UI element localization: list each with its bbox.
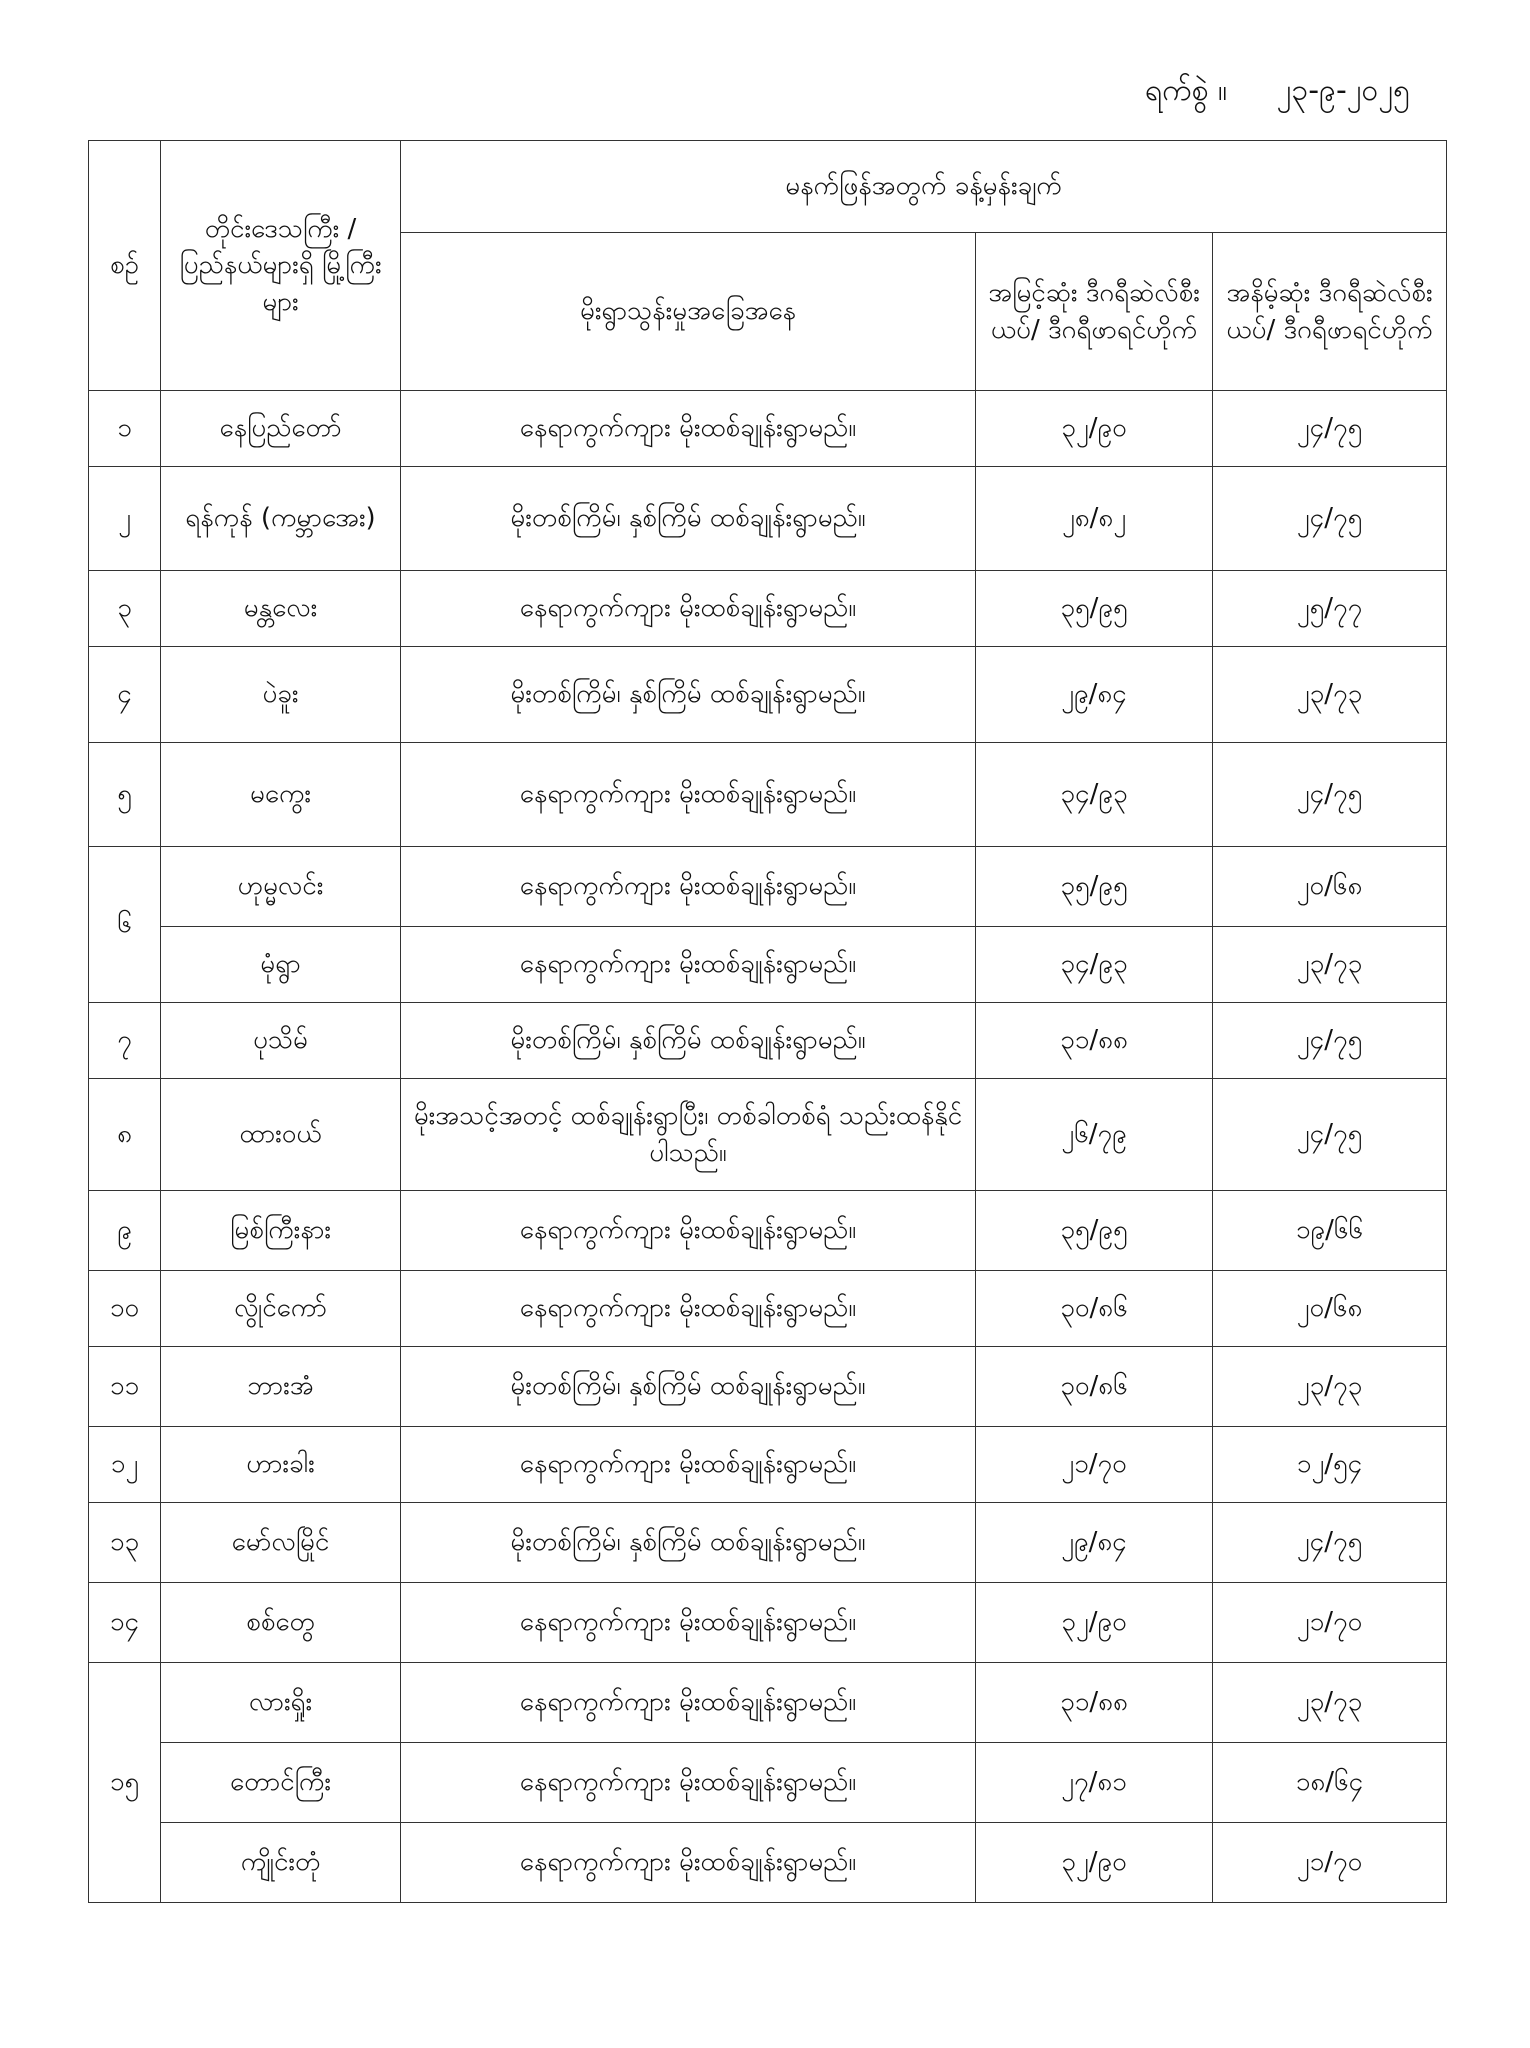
table-row: [89, 1583, 1447, 1663]
table-row: [89, 1427, 1447, 1503]
cell-min: ၂၄/၇၅: [1213, 391, 1447, 467]
cell-no: ၁၃: [89, 1503, 161, 1583]
cell-min: ၂၃/၇၃: [1213, 1663, 1447, 1743]
cell-city: ဘားအံ: [161, 1347, 401, 1427]
cell-min: ၁၉/၆၆: [1213, 1191, 1447, 1271]
cell-city: မန္တလေး: [161, 571, 401, 647]
cell-city: စစ်တွေ: [161, 1583, 401, 1663]
table-row: [89, 467, 1447, 571]
cell-condition: နေရာကွက်ကျား မိုးထစ်ချုန်းရွာမည်။: [401, 571, 976, 647]
cell-max: ၃၅/၉၅: [976, 1191, 1213, 1271]
cell-max: ၂၇/၈၁: [976, 1743, 1213, 1823]
cell-condition: မိုးတစ်ကြိမ်၊ နှစ်ကြိမ် ထစ်ချုန်းရွာမည်။: [401, 467, 976, 571]
cell-condition: မိုးတစ်ကြိမ်၊ နှစ်ကြိမ် ထစ်ချုန်းရွာမည်။: [401, 1347, 976, 1427]
cell-min: ၂၁/၇၀: [1213, 1583, 1447, 1663]
table-row: [89, 1079, 1447, 1191]
cell-no: ၁၂: [89, 1427, 161, 1503]
cell-no: ၁: [89, 391, 161, 467]
forecast-table: [88, 140, 1447, 1903]
cell-max: ၃၀/၈၆: [976, 1271, 1213, 1347]
table-row: [89, 743, 1447, 847]
cell-no: ၁၁: [89, 1347, 161, 1427]
cell-condition: နေရာကွက်ကျား မိုးထစ်ချုန်းရွာမည်။: [401, 1271, 976, 1347]
cell-city: လွိုင်ကော်: [161, 1271, 401, 1347]
cell-city: လားရှိုး: [161, 1663, 401, 1743]
cell-city: မော်လမြိုင်: [161, 1503, 401, 1583]
cell-max: ၃၂/၉၀: [976, 1823, 1213, 1903]
date-label: ရက်စွဲ ။: [1145, 73, 1228, 108]
cell-city: ကျိုင်းတုံ: [161, 1823, 401, 1903]
date-value: ၂၃-၉-၂၀၂၅: [1276, 73, 1410, 108]
date-line: [1145, 70, 1410, 115]
cell-min: ၁၂/၅၄: [1213, 1427, 1447, 1503]
cell-max: ၂၆/၇၉: [976, 1079, 1213, 1191]
cell-no: ၅: [89, 743, 161, 847]
cell-max: ၃၂/၉၀: [976, 391, 1213, 467]
cell-max: ၂၉/၈၄: [976, 647, 1213, 743]
table-row: [89, 1271, 1447, 1347]
table-row: [89, 847, 1447, 927]
table-row: [89, 571, 1447, 647]
cell-no: ၉: [89, 1191, 161, 1271]
cell-min: ၂၄/၇၅: [1213, 1003, 1447, 1079]
cell-condition: နေရာကွက်ကျား မိုးထစ်ချုန်းရွာမည်။: [401, 1191, 976, 1271]
cell-condition: မိုးတစ်ကြိမ်၊ နှစ်ကြိမ် ထစ်ချုန်းရွာမည်။: [401, 1503, 976, 1583]
cell-max: ၃၄/၉၃: [976, 743, 1213, 847]
cell-min: ၁၈/၆၄: [1213, 1743, 1447, 1823]
cell-max: ၃၀/၈၆: [976, 1347, 1213, 1427]
table-row: [89, 647, 1447, 743]
cell-min: ၂၄/၇၅: [1213, 467, 1447, 571]
cell-city: မုံရွာ: [161, 927, 401, 1003]
header-city: တိုင်းဒေသကြီး / ပြည်နယ်များရှိ မြို့ကြီးများ: [161, 141, 401, 391]
cell-min: ၂၃/၇၃: [1213, 647, 1447, 743]
cell-condition: မိုးတစ်ကြိမ်၊ နှစ်ကြိမ် ထစ်ချုန်းရွာမည်။: [401, 1003, 976, 1079]
cell-min: ၂၁/၇၀: [1213, 1823, 1447, 1903]
cell-max: ၃၁/၈၈: [976, 1003, 1213, 1079]
header-min-temp: အနိမ့်ဆုံး ဒီဂရီဆဲလ်စီးယပ်/ ဒီဂရီဖာရင်ဟိုက်: [1213, 233, 1447, 391]
cell-max: ၃၁/၈၈: [976, 1663, 1213, 1743]
cell-no: ၂: [89, 467, 161, 571]
table-row: [89, 1663, 1447, 1743]
cell-max: ၂၁/၇၀: [976, 1427, 1213, 1503]
cell-no: ၆: [89, 847, 161, 1003]
cell-city: ထားဝယ်: [161, 1079, 401, 1191]
cell-condition: နေရာကွက်ကျား မိုးထစ်ချုန်းရွာမည်။: [401, 1427, 976, 1503]
cell-no: ၁၄: [89, 1583, 161, 1663]
cell-city: ပဲခူး: [161, 647, 401, 743]
cell-city: ဟုမ္မလင်း: [161, 847, 401, 927]
cell-min: ၂၄/၇၅: [1213, 1503, 1447, 1583]
header-no: စဉ်: [89, 141, 161, 391]
cell-condition: နေရာကွက်ကျား မိုးထစ်ချုန်းရွာမည်။: [401, 391, 976, 467]
cell-max: ၃၄/၉၃: [976, 927, 1213, 1003]
table-row: [89, 1743, 1447, 1823]
cell-condition: နေရာကွက်ကျား မိုးထစ်ချုန်းရွာမည်။: [401, 1663, 976, 1743]
cell-city: တောင်ကြီး: [161, 1743, 401, 1823]
cell-city: မြစ်ကြီးနား: [161, 1191, 401, 1271]
cell-condition: နေရာကွက်ကျား မိုးထစ်ချုန်းရွာမည်။: [401, 1743, 976, 1823]
cell-condition: မိုးတစ်ကြိမ်၊ နှစ်ကြိမ် ထစ်ချုန်းရွာမည်။: [401, 647, 976, 743]
cell-no: ၁၅: [89, 1663, 161, 1903]
table-row: [89, 1823, 1447, 1903]
cell-no: ၇: [89, 1003, 161, 1079]
cell-city: ပုသိမ်: [161, 1003, 401, 1079]
header-condition: မိုးရွာသွန်းမှုအခြေအနေ: [401, 233, 976, 391]
header-max-temp: အမြင့်ဆုံး ဒီဂရီဆဲလ်စီးယပ်/ ဒီဂရီဖာရင်ဟိုက်: [976, 233, 1213, 391]
cell-city: နေပြည်တော်: [161, 391, 401, 467]
cell-max: ၃၅/၉၅: [976, 847, 1213, 927]
cell-min: ၂၅/၇၇: [1213, 571, 1447, 647]
cell-max: ၃၅/၉၅: [976, 571, 1213, 647]
table-row: [89, 1003, 1447, 1079]
cell-min: ၂၄/၇၅: [1213, 743, 1447, 847]
table-row: [89, 1503, 1447, 1583]
cell-no: ၄: [89, 647, 161, 743]
cell-condition: နေရာကွက်ကျား မိုးထစ်ချုန်းရွာမည်။: [401, 743, 976, 847]
cell-min: ၂၀/၆၈: [1213, 1271, 1447, 1347]
cell-min: ၂၄/၇၅: [1213, 1079, 1447, 1191]
cell-no: ၈: [89, 1079, 161, 1191]
header-forecast-group: မနက်ဖြန်အတွက် ခန့်မှန်းချက်: [401, 141, 1447, 233]
table-row: [89, 1347, 1447, 1427]
table-row: [89, 1191, 1447, 1271]
cell-max: ၂၉/၈၄: [976, 1503, 1213, 1583]
cell-min: ၂၃/၇၃: [1213, 1347, 1447, 1427]
cell-min: ၂၀/၆၈: [1213, 847, 1447, 927]
cell-no: ၃: [89, 571, 161, 647]
cell-max: ၂၈/၈၂: [976, 467, 1213, 571]
cell-city: မကွေး: [161, 743, 401, 847]
cell-min: ၂၃/၇၃: [1213, 927, 1447, 1003]
cell-condition: နေရာကွက်ကျား မိုးထစ်ချုန်းရွာမည်။: [401, 1583, 976, 1663]
cell-condition: နေရာကွက်ကျား မိုးထစ်ချုန်းရွာမည်။: [401, 847, 976, 927]
table-row: [89, 927, 1447, 1003]
cell-condition: နေရာကွက်ကျား မိုးထစ်ချုန်းရွာမည်။: [401, 1823, 976, 1903]
table-row: [89, 391, 1447, 467]
cell-max: ၃၂/၉၀: [976, 1583, 1213, 1663]
cell-condition: နေရာကွက်ကျား မိုးထစ်ချုန်းရွာမည်။: [401, 927, 976, 1003]
cell-city: ဟားခါး: [161, 1427, 401, 1503]
cell-no: ၁၀: [89, 1271, 161, 1347]
cell-condition: မိုးအသင့်အတင့် ထစ်ချုန်းရွာပြီး၊ တစ်ခါတစ်ရံ သည်းထန်နိုင်ပါသည်။: [401, 1079, 976, 1191]
cell-city: ရန်ကုန် (ကမ္ဘာအေး): [161, 467, 401, 571]
